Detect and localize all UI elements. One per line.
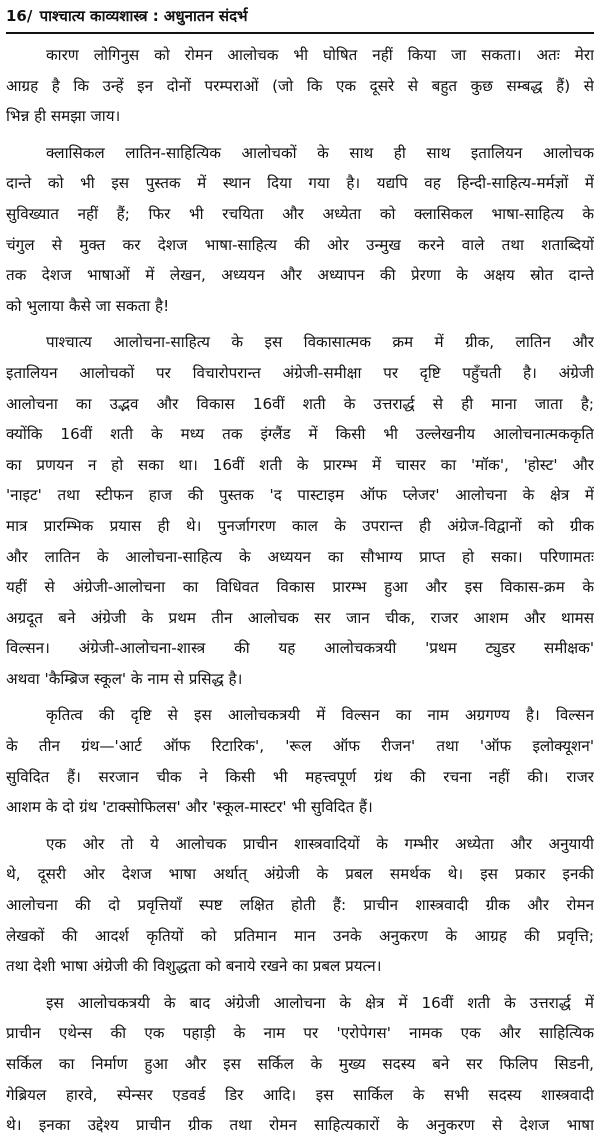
- text-line: गेब्रियल हारवे, स्पेन्सर एडवर्ड डिर आदि। इस सार्किल के सभी सदस्य शास्त्रवादी: [6, 1085, 594, 1104]
- text-line: सुविदित हैं। सरजान चीक ने किसी भी महत्त्वपूर्ण ग्रंथ की रचना नहीं की। राजर: [6, 767, 594, 786]
- text-line: तथा देशी भाषा अंग्रेजी की विशुद्धता को बनाये रखने का प्रबल प्रयत्न।: [6, 957, 382, 976]
- text-line: आलोचना का उद्भव और विकास 16वीं शती के उत्तरार्द्ध से ही माना जाता है;: [6, 394, 594, 413]
- text-line: थे, दूसरी ओर देशज भाषा अर्थात् अंग्रेजी के प्रबल समर्थक थे। इस प्रकार इनकी: [6, 865, 594, 884]
- paragraph: [6, 829, 594, 982]
- text-line: मात्र प्रारम्भिक प्रयास ही थे। पुनर्जागरण काल के उपरान्त ही अंग्रेज-विद्वानों को ग्रीक: [6, 516, 594, 535]
- text-line: आलोचना की दो प्रवृत्तियाँ स्पष्ट लक्षित होती हैं: प्राचीन शास्त्रवादी ग्रीक और रोमन: [6, 896, 594, 915]
- text-line: कारण लोगिनुस को रोमन आलोचक भी घोषित नहीं किया जा सकता। अतः मेरा: [46, 46, 594, 64]
- text-line: इतालियन आलोचकों पर विचारोपरान्त अंग्रेजी-समीक्षा पर दृष्टि पहुँचती है। अंग्रेजी: [6, 363, 594, 382]
- body-text: [6, 40, 594, 1141]
- text-line: सर्किल का निर्माण हुआ और इस सर्किल के मुख्य सदस्य बने सर फिलिप सिडनी,: [6, 1055, 594, 1073]
- header-rule: [6, 32, 594, 34]
- text-line: का प्रणयन न हो सका था। 16वीं शती के प्रारम्भ में चासर का 'मॉक', 'होस्ट' और: [6, 455, 594, 474]
- paragraph: [6, 138, 594, 322]
- text-line: भिन्न ही समझा जाय।: [6, 107, 121, 126]
- text-line: प्राचीन एथेन्स की एक पहाड़ी के नाम पर 'एरोपेगस' नामक एक और साहित्यिक: [6, 1024, 594, 1043]
- text-line: दान्ते को भी इस पुस्तक में स्थान दिया गया है। यद्यपि वह हिन्दी-साहित्य-मर्मज्ञों में: [6, 174, 594, 193]
- text-line: के तीन ग्रंथ—'आर्ट ऑफ रिटारिक', 'रूल ऑफ रीजन' तथा 'ऑफ इलोक्यूशन': [6, 737, 594, 756]
- text-line: 'नाइट' तथा स्टीफन हाज की पुस्तक 'द पास्टाइम ऑफ प्लेजर' आलोचना के क्षेत्र में: [6, 486, 594, 505]
- text-line: पाश्चात्य आलोचना-साहित्य के इस विकासात्मक क्रम में ग्रीक, लातिन और: [46, 333, 594, 352]
- text-line: क्योंकि 16वीं शती के मध्य तक इंग्लैंड में किसी भी उल्लेखनीय आलोचनात्मककृति: [6, 425, 594, 444]
- text-line: को भुलाया कैसे जा सकता है!: [6, 296, 170, 315]
- text-line: आशम के दो ग्रंथ 'टाक्सोफिलस' और 'स्कूल-मास्टर' भी सुविदित हैं।: [6, 798, 373, 817]
- text-line: विल्सन। अंग्रेजी-आलोचना-शास्त्र की यह आलोचकत्रयी 'प्रथम ट्युडर समीक्षक': [6, 639, 594, 658]
- text-line: अग्रदूत बने अंग्रेजी के प्रथम तीन आलोचक सर जान चीक, राजर आशम और थामस: [6, 608, 594, 627]
- running-header: [6, 4, 594, 30]
- text-line: थे। इनका उद्देश्य प्राचीन ग्रीक तथा रोमन साहित्यकारों के अनुकरण से देशज भाषा: [6, 1116, 594, 1135]
- text-line: कृतित्व की दृष्टि से इस आलोचकत्रयी में विल्सन का नाम अग्रगण्य है। विल्सन: [46, 706, 594, 725]
- text-line: चंगुल से मुक्त कर देशज भाषा-साहित्य की ओर उन्मुख करने वाले तथा शताब्दियों: [6, 235, 594, 254]
- paragraph: [6, 988, 594, 1141]
- text-line: एक ओर तो ये आलोचक प्राचीन शास्त्रवादियों के गम्भीर अध्येता और अनुयायी: [46, 834, 594, 853]
- text-line: तक देशज भाषाओं में लेखन, अध्ययन और अध्यापन की प्रेरणा के अक्षय स्रोत दान्ते: [6, 266, 594, 285]
- text-line: और लातिन के आलोचना-साहित्य के अध्ययन का सौभाग्य प्राप्त हो सका। परिणामतः: [6, 547, 594, 566]
- text-line: क्लासिकल लातिन-साहित्यिक आलोचकों के साथ ही साथ इतालियन आलोचक: [46, 143, 594, 162]
- book-title: पाश्चात्य काव्यशास्त्र : अधुनातन संदर्भ: [39, 7, 248, 25]
- text-line: इस आलोचकत्रयी के बाद अंग्रेजी आलोचना के क्षेत्र में 16वीं शती के उत्तरार्द्ध में: [46, 993, 594, 1012]
- text-line: आग्रह है कि उन्हें इन दोनों परम्पराओं (जो कि एक दूसरे से बहुत कुछ सम्बद्ध हैं) से: [6, 76, 594, 95]
- paragraph: [6, 40, 594, 132]
- text-line: सुविख्यात नहीं हैं; फिर भी रचयिता और अध्येता को क्लासिकल भाषा-साहित्य के: [6, 204, 594, 223]
- text-line: यहीं से अंग्रेजी-आलोचना का विधिवत विकास प्रारम्भ हुआ और इस विकास-क्रम के: [6, 578, 594, 597]
- page-number: 16/: [6, 7, 33, 25]
- paragraph: [6, 700, 594, 822]
- text-line: लेखकों की आदर्श कृतियों को प्रतिमान मान उनके अनुकरण के आग्रह की प्रवृत्ति;: [6, 926, 594, 945]
- text-line: अथवा 'कैम्ब्रिज स्कूल' के नाम से प्रसिद्ध है।: [6, 669, 243, 688]
- paragraph: [6, 327, 594, 694]
